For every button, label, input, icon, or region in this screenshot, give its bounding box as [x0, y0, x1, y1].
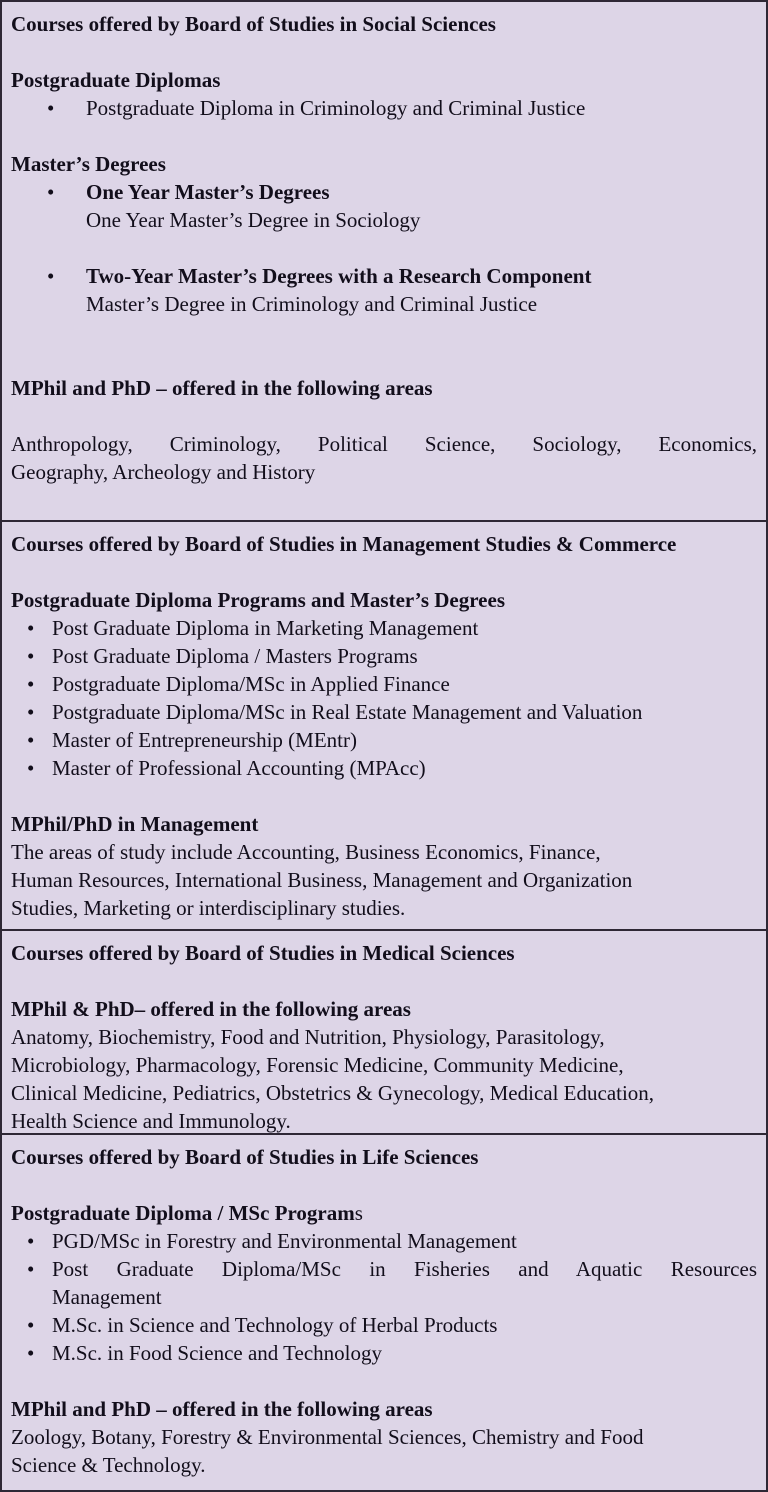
- continuation-line: Management: [52, 1285, 162, 1309]
- sub-heading: [11, 150, 757, 178]
- bullet-icon: •: [27, 700, 35, 724]
- bullet-text: Postgraduate Diploma in Criminology and Criminal Justice: [86, 96, 586, 120]
- section-title: Courses offered by Board of Studies in Management Studies & Commerce: [11, 532, 677, 556]
- sub-heading: [11, 586, 757, 614]
- bullet-item: [11, 262, 757, 290]
- bullet-text: Postgraduate Diploma/MSc in Real Estate Management and Valuation: [52, 700, 643, 724]
- spacer: [11, 967, 757, 995]
- bullet-icon: •: [27, 756, 35, 780]
- bullet-item: [11, 1227, 757, 1255]
- spacer: [11, 1367, 757, 1395]
- bullet-icon: •: [27, 1229, 35, 1253]
- bullet-text: M.Sc. in Science and Technology of Herbal Products: [52, 1313, 498, 1337]
- paragraph-line: Anatomy, Biochemistry, Food and Nutrition, Physiology, Parasitology,: [11, 1025, 605, 1049]
- sub-heading-text: Postgraduate Diploma / MSc Program: [11, 1201, 355, 1225]
- bullet-text: Two-Year Master’s Degrees with a Research Component: [86, 264, 592, 288]
- paragraph-line: Health Science and Immunology.: [11, 1109, 291, 1133]
- bullet-item: [11, 670, 757, 698]
- spacer: [11, 318, 757, 346]
- bullet-text: One Year Master’s Degrees: [86, 180, 330, 204]
- spacer: [11, 122, 757, 150]
- bullet-text: Post Graduate Diploma in Marketing Management: [52, 616, 479, 640]
- sub-heading: [11, 1199, 757, 1227]
- sub-heading-text: MPhil/PhD in Management: [11, 812, 259, 836]
- spacer: [11, 402, 757, 430]
- bullet-item: [11, 614, 757, 642]
- bullet-item: [11, 698, 757, 726]
- bullet-icon: •: [27, 644, 35, 668]
- continuation-line: One Year Master’s Degree in Sociology: [86, 208, 421, 232]
- bullet-item: [11, 726, 757, 754]
- spacer: [11, 1171, 757, 1199]
- paragraph-line: Clinical Medicine, Pediatrics, Obstetrics & Gynecology, Medical Education,: [11, 1081, 655, 1105]
- paragraph-line: The areas of study include Accounting, Business Economics, Finance,: [11, 840, 601, 864]
- sub-heading-text: MPhil and PhD – offered in the following areas: [11, 376, 433, 400]
- bullet-icon: •: [27, 672, 35, 696]
- bullet-text: Postgraduate Diploma/MSc in Applied Finance: [52, 672, 450, 696]
- paragraph-line: Studies, Marketing or interdisciplinary studies.: [11, 896, 406, 920]
- board-section: [2, 520, 766, 929]
- sub-heading-tail: s: [354, 1201, 363, 1225]
- bullet-item: [11, 1339, 757, 1367]
- sub-heading: [11, 66, 757, 94]
- bullet-icon: •: [27, 1341, 35, 1365]
- paragraph-line: Human Resources, International Business, Management and Organization: [11, 868, 633, 892]
- sub-heading-text: Master’s Degrees: [11, 152, 166, 176]
- bullet-icon: •: [27, 616, 35, 640]
- bullet-icon: •: [27, 1313, 35, 1337]
- bullet-icon: •: [47, 264, 55, 288]
- sub-heading: [11, 995, 757, 1023]
- spacer: [11, 38, 757, 66]
- spacer: [11, 346, 757, 374]
- bullet-text: Master of Professional Accounting (MPAcc): [52, 756, 426, 780]
- bullet-item: [11, 178, 757, 206]
- bullet-text: Post Graduate Diploma / Masters Programs: [52, 644, 418, 668]
- spacer: [11, 558, 757, 586]
- board-section: [2, 2, 766, 520]
- sub-heading: [11, 810, 757, 838]
- sub-heading-text: MPhil & PhD– offered in the following areas: [11, 997, 411, 1021]
- bullet-icon: •: [47, 96, 55, 120]
- sub-heading: [11, 1395, 757, 1423]
- sub-heading-text: Postgraduate Diplomas: [11, 68, 221, 92]
- bullet-text: Post Graduate Diploma/MSc in Fisheries and Aquatic Resources: [52, 1257, 757, 1281]
- bullet-text: Master of Entrepreneurship (MEntr): [52, 728, 357, 752]
- bullet-text: PGD/MSc in Forestry and Environmental Management: [52, 1229, 517, 1253]
- bullet-item: [11, 1311, 757, 1339]
- continuation-line: Master’s Degree in Criminology and Criminal Justice: [86, 292, 538, 316]
- section-title: Courses offered by Board of Studies in Social Sciences: [11, 12, 496, 36]
- paragraph-line: Geography, Archeology and History: [11, 460, 316, 484]
- spacer: [11, 782, 757, 810]
- bullet-item: [11, 94, 757, 122]
- bullet-item: [11, 1255, 757, 1283]
- bullet-item: [11, 642, 757, 670]
- bullet-item: [11, 754, 757, 782]
- sub-heading-text: MPhil and PhD – offered in the following areas: [11, 1397, 433, 1421]
- section-title: Courses offered by Board of Studies in Medical Sciences: [11, 941, 515, 965]
- paragraph-line: Microbiology, Pharmacology, Forensic Medicine, Community Medicine,: [11, 1053, 624, 1077]
- board-section: [2, 929, 766, 1133]
- section-title: Courses offered by Board of Studies in Life Sciences: [11, 1145, 479, 1169]
- bullet-icon: •: [47, 180, 55, 204]
- sub-heading-text: Postgraduate Diploma Programs and Master’s Degrees: [11, 588, 505, 612]
- board-section: [2, 1133, 766, 1490]
- paragraph-line: Anthropology, Criminology, Political Science, Sociology, Economics,: [11, 432, 757, 456]
- sub-heading: [11, 374, 757, 402]
- spacer: [11, 234, 757, 262]
- bullet-text: M.Sc. in Food Science and Technology: [52, 1341, 383, 1365]
- paragraph-line: Science & Technology.: [11, 1453, 206, 1477]
- bullet-icon: •: [27, 728, 35, 752]
- bullet-icon: •: [27, 1257, 35, 1281]
- paragraph-line: Zoology, Botany, Forestry & Environmental Sciences, Chemistry and Food: [11, 1425, 644, 1449]
